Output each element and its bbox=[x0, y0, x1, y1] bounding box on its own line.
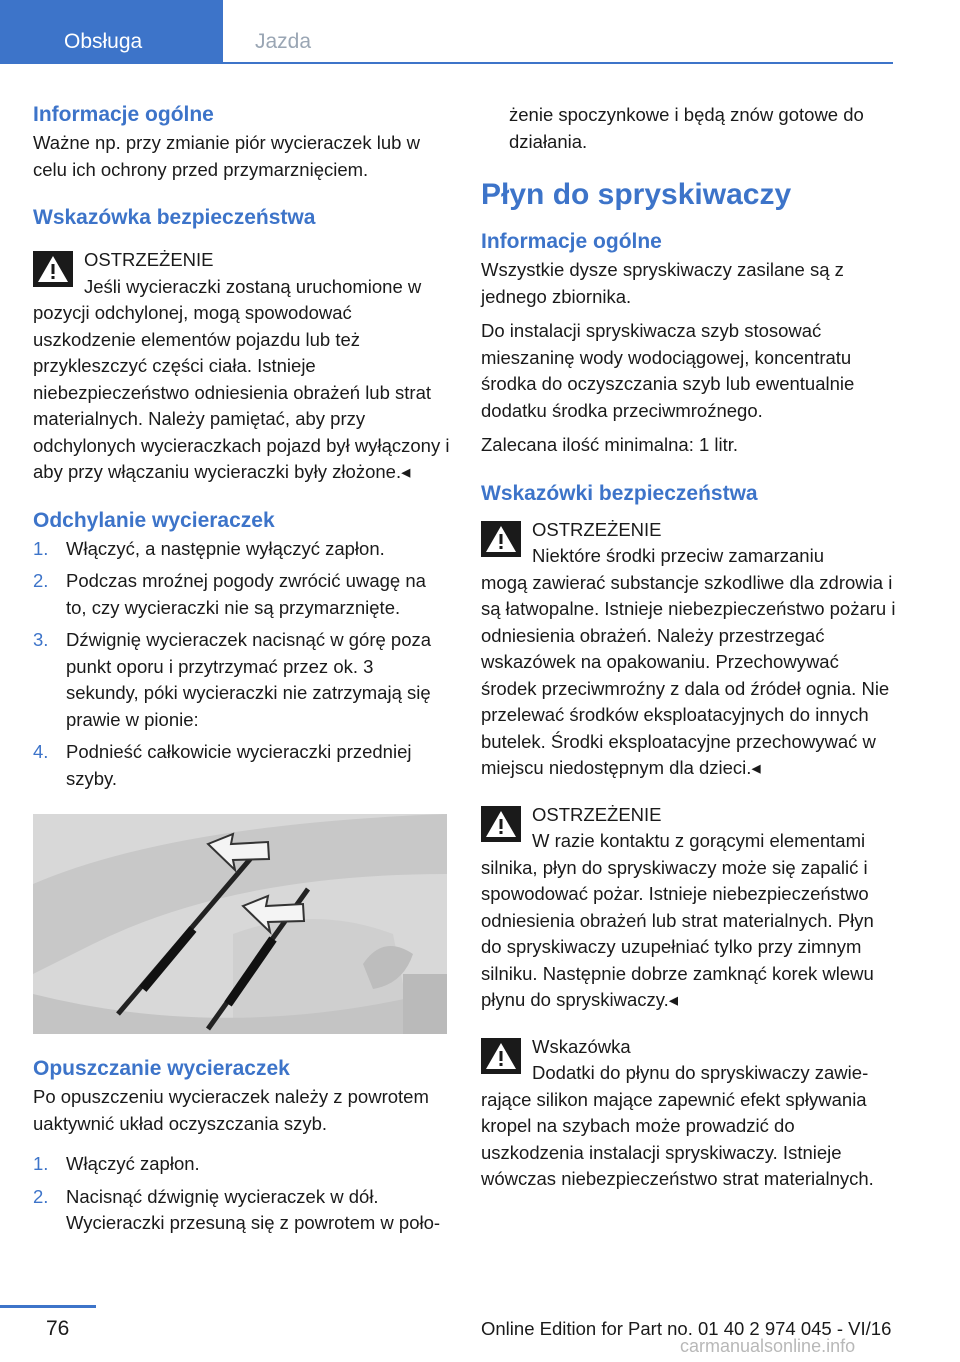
general-info-heading: Informacje ogólne bbox=[481, 230, 662, 253]
warning-text: pozycji odchylonej, mogą spowodować uszkodzenie elementów pojazdu lub też przykleszczyć części ciała. Istnieje niebezpieczeństwo odniesienia obrażeń lub strat materialnych. Należy pamiętać, aby przy odchylonych wycieraczkach pojazd był wyłączony i aby przy włączaniu wycieraczki były złożone.◂ bbox=[33, 302, 450, 482]
warning-label: OSTRZEŻENIE bbox=[532, 803, 662, 825]
list-item: 3. Dźwignię wycieraczek nacisnąć w górę poza punkt oporu i przytrzymać przez ok. 3 sekundy, póki wycieraczki nie zatrzymają się prawie w pionie: bbox=[33, 629, 432, 730]
edition-info: Online Edition for Part no. 01 40 2 974 045 - VI/16 bbox=[481, 1318, 892, 1339]
lower-wipers-heading: Opuszczanie wycieraczek bbox=[33, 1057, 290, 1080]
footer-accent-line bbox=[0, 1305, 96, 1308]
general-paragraph-2: Do instalacji spryskiwacza szyb stosować mieszaninę wody wodociągowej, koncentratu środka do oczyszczania szyb lub ewentualnie dodatku środka przeciwmroźnego. bbox=[481, 320, 855, 421]
general-info-heading: Informacje ogólne bbox=[33, 103, 214, 126]
general-paragraph-1: Wszystkie dysze spryskiwaczy zasilane są z jednego zbiornika. bbox=[481, 259, 844, 307]
list-item: 2. Podczas mroźnej pogody zwrócić uwagę na to, czy wycieraczki nie są przymarznięte. bbox=[33, 570, 426, 618]
warning-first-line: Niektóre środki przeciw zamarzaniu bbox=[532, 545, 824, 566]
fold-steps-list bbox=[33, 536, 451, 793]
note-text: rające silikon mające zapewnić efekt spływania kropel na szybach może prowadzić do uszkodzenia instalacji spryskiwaczy. Istnieje wówczas niebezpieczeństwo strat materialnych. bbox=[481, 1088, 874, 1189]
list-item: 1. Włączyć zapłon. bbox=[33, 1153, 200, 1174]
continued-text: żenie spoczynkowe i będą znów gotowe do działania. bbox=[509, 104, 864, 152]
warning-block bbox=[481, 802, 899, 1014]
lower-steps-list bbox=[33, 1151, 451, 1237]
left-column bbox=[33, 100, 451, 1243]
warning-icon bbox=[481, 1038, 521, 1074]
tab-jazda[interactable]: Jazda bbox=[255, 30, 312, 53]
watermark: carmanualsonline.info bbox=[680, 1336, 856, 1356]
list-item: 4. Podnieść całkowicie wycieraczki przedniej szyby. bbox=[33, 741, 412, 789]
note-first-line: Dodatki do płynu do spryskiwaczy zawie- bbox=[532, 1062, 869, 1083]
warning-block bbox=[481, 517, 899, 782]
warning-first-line: W razie kontaktu z gorącymi elementami bbox=[532, 830, 866, 851]
warning-text: silnika, płyn do spryskiwaczy może się zapalić i spowodować pożar. Istnieje niebezpieczeństwo odniesienia obrażeń lub strat materialnych. Płyn do spryskiwaczy uzupełniać tylko przy zimnym silniku. Następnie dobrze zamknąć korek wlewu płynu do spryskiwaczy.◂ bbox=[481, 856, 874, 1010]
warning-first-line: Jeśli wycieraczki zostaną uruchomione w bbox=[84, 275, 422, 297]
right-column bbox=[481, 102, 899, 1193]
warning-icon bbox=[481, 521, 521, 557]
list-item: 1. Włączyć, a następnie wyłączyć zapłon. bbox=[33, 537, 385, 559]
warning-text: mogą zawierać substancje szkodliwe dla zdrowia i są łatwopalne. Istnieje niebezpieczeństwo pożaru i odniesienia obrażeń. Należy przestrzegać wskazówek na opakowaniu. Przechowywać środek przeciwmroźny z dala od źródeł ognia. Nie przelewać środków eksploatacyjnych do innych butelek. Środki eksploatacyjne przechowywać w miejscu niedostępnym dla dzieci.◂ bbox=[481, 571, 896, 778]
page-number: 76 bbox=[46, 1317, 70, 1340]
general-info-text: Ważne np. przy zmianie piór wycieraczek lub w celu ich ochrony przed przymarznięciem. bbox=[33, 132, 420, 180]
general-paragraph-3: Zalecana ilość minimalna: 1 litr. bbox=[481, 434, 739, 455]
wiper-illustration bbox=[33, 814, 447, 1034]
warning-label: OSTRZEŻENIE bbox=[84, 249, 214, 270]
warning-block bbox=[33, 247, 451, 486]
warning-icon bbox=[33, 251, 73, 287]
list-item: 2. Nacisnąć dźwignię wycieraczek w dół. Wycieraczki przesuną się z powrotem w poło- bbox=[33, 1185, 441, 1233]
note-block bbox=[481, 1034, 899, 1193]
warning-icon bbox=[481, 806, 521, 842]
washer-fluid-heading: Płyn do spryskiwaczy bbox=[481, 178, 792, 211]
tab-obsluga[interactable]: Obsługa bbox=[0, 0, 223, 62]
safety-heading: Wskazówki bezpieczeństwa bbox=[481, 481, 758, 505]
lower-wipers-text: Po opuszczeniu wycieraczek należy z powrotem uaktywnić układ oczyszczania szyb. bbox=[33, 1086, 429, 1134]
note-label: Wskazówka bbox=[532, 1035, 631, 1057]
fold-wipers-heading: Odchylanie wycieraczek bbox=[33, 508, 275, 532]
safety-heading: Wskazówka bezpieczeństwa bbox=[33, 206, 316, 229]
chapter-tabs bbox=[0, 0, 893, 64]
warning-label: OSTRZEŻENIE bbox=[532, 518, 662, 540]
